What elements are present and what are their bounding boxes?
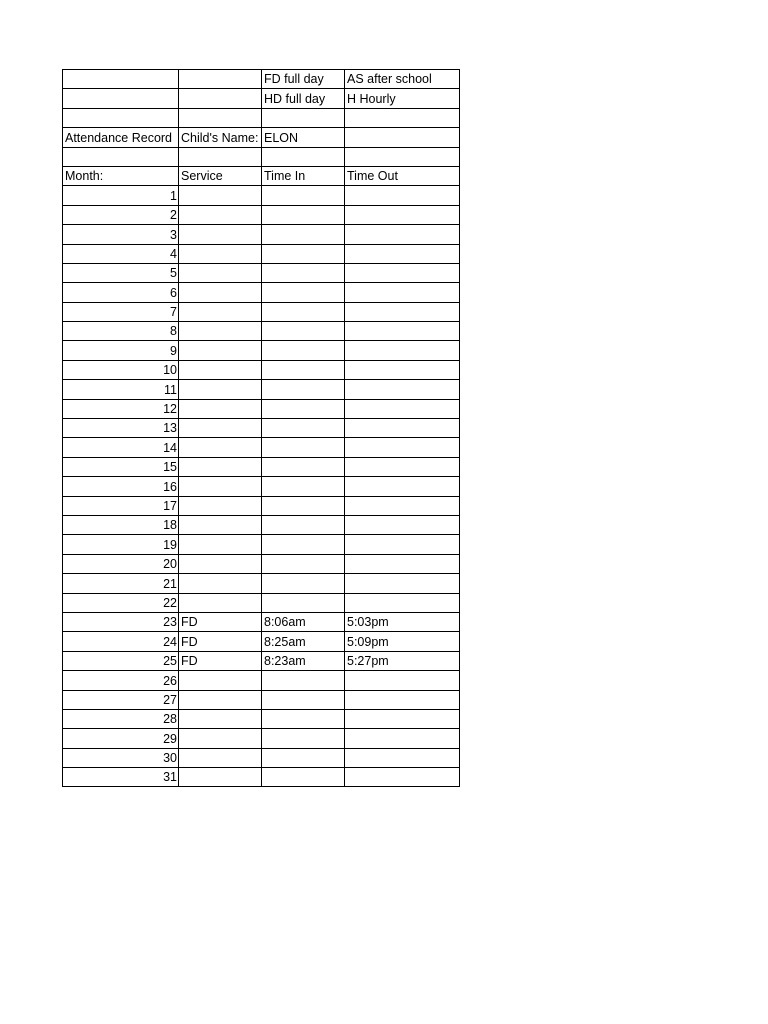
legend-fd[interactable]: FD full day xyxy=(262,70,345,89)
time-out-cell[interactable]: 5:27pm xyxy=(345,651,460,670)
time-out-cell[interactable] xyxy=(345,671,460,690)
day-number[interactable]: 15 xyxy=(63,457,179,476)
time-in-cell[interactable] xyxy=(262,574,345,593)
time-out-cell[interactable] xyxy=(345,263,460,282)
time-out-cell[interactable] xyxy=(345,244,460,263)
day-row xyxy=(63,225,460,244)
day-number[interactable]: 18 xyxy=(63,515,179,534)
cell-empty[interactable] xyxy=(179,108,262,127)
service-cell[interactable] xyxy=(179,709,262,728)
cell-empty[interactable] xyxy=(63,89,179,108)
time-in-cell[interactable] xyxy=(262,554,345,573)
day-number[interactable]: 22 xyxy=(63,593,179,612)
day-row xyxy=(63,612,460,631)
time-out-cell[interactable] xyxy=(345,283,460,302)
day-row xyxy=(63,341,460,360)
attendance-record-label[interactable]: Attendance Record xyxy=(63,128,179,147)
time-out-cell[interactable]: 5:03pm xyxy=(345,612,460,631)
day-number[interactable]: 19 xyxy=(63,535,179,554)
time-in-cell[interactable] xyxy=(262,186,345,205)
service-cell[interactable] xyxy=(179,399,262,418)
time-out-cell[interactable] xyxy=(345,574,460,593)
time-in-cell[interactable] xyxy=(262,244,345,263)
day-number[interactable]: 1 xyxy=(63,186,179,205)
service-cell[interactable] xyxy=(179,322,262,341)
day-row xyxy=(63,554,460,573)
legend-h[interactable]: H Hourly xyxy=(345,89,460,108)
time-out-cell[interactable] xyxy=(345,205,460,224)
day-row xyxy=(63,632,460,651)
day-row xyxy=(63,748,460,767)
time-out-cell[interactable] xyxy=(345,593,460,612)
service-cell[interactable] xyxy=(179,574,262,593)
legend-as[interactable]: AS after school xyxy=(345,70,460,89)
day-number[interactable]: 6 xyxy=(63,283,179,302)
time-in-cell[interactable] xyxy=(262,515,345,534)
time-out-cell[interactable] xyxy=(345,322,460,341)
sheet-body xyxy=(63,70,460,787)
cell-empty[interactable] xyxy=(345,128,460,147)
day-row xyxy=(63,457,460,476)
day-row xyxy=(63,438,460,457)
day-number[interactable]: 11 xyxy=(63,380,179,399)
time-in-cell[interactable] xyxy=(262,399,345,418)
attendance-sheet xyxy=(62,69,460,787)
day-number[interactable]: 5 xyxy=(63,263,179,282)
time-out-cell[interactable] xyxy=(345,690,460,709)
day-row xyxy=(63,263,460,282)
time-in-cell[interactable] xyxy=(262,438,345,457)
day-row xyxy=(63,690,460,709)
service-cell[interactable] xyxy=(179,768,262,787)
service-cell[interactable] xyxy=(179,380,262,399)
header-row xyxy=(63,128,460,147)
time-out-cell[interactable] xyxy=(345,477,460,496)
day-number[interactable]: 30 xyxy=(63,748,179,767)
day-row xyxy=(63,729,460,748)
day-number[interactable]: 16 xyxy=(63,477,179,496)
service-cell[interactable] xyxy=(179,748,262,767)
day-number[interactable]: 10 xyxy=(63,360,179,379)
service-cell[interactable] xyxy=(179,515,262,534)
service-cell[interactable] xyxy=(179,186,262,205)
time-in-cell[interactable] xyxy=(262,360,345,379)
cell-empty[interactable] xyxy=(179,70,262,89)
service-cell[interactable] xyxy=(179,302,262,321)
service-cell[interactable] xyxy=(179,729,262,748)
day-row xyxy=(63,477,460,496)
service-cell[interactable] xyxy=(179,419,262,438)
service-cell[interactable] xyxy=(179,244,262,263)
day-number[interactable]: 28 xyxy=(63,709,179,728)
service-cell[interactable] xyxy=(179,593,262,612)
day-number[interactable]: 31 xyxy=(63,768,179,787)
day-number[interactable]: 12 xyxy=(63,399,179,418)
legend-row-1 xyxy=(63,70,460,89)
day-row xyxy=(63,535,460,554)
time-out-cell[interactable] xyxy=(345,768,460,787)
time-in-cell[interactable] xyxy=(262,748,345,767)
day-number[interactable]: 9 xyxy=(63,341,179,360)
child-name-label[interactable]: Child's Name: xyxy=(179,128,262,147)
day-number[interactable]: 4 xyxy=(63,244,179,263)
time-out-cell[interactable] xyxy=(345,302,460,321)
time-out-cell[interactable] xyxy=(345,496,460,515)
time-in-cell[interactable]: 8:25am xyxy=(262,632,345,651)
time-in-cell[interactable] xyxy=(262,690,345,709)
time-in-header[interactable]: Time In xyxy=(262,166,345,185)
service-cell[interactable] xyxy=(179,341,262,360)
day-number[interactable]: 7 xyxy=(63,302,179,321)
service-cell[interactable] xyxy=(179,438,262,457)
time-in-cell[interactable] xyxy=(262,205,345,224)
day-number[interactable]: 8 xyxy=(63,322,179,341)
time-out-cell[interactable] xyxy=(345,225,460,244)
day-row xyxy=(63,671,460,690)
day-row xyxy=(63,360,460,379)
service-cell[interactable] xyxy=(179,283,262,302)
cell-empty[interactable] xyxy=(179,147,262,166)
day-row xyxy=(63,768,460,787)
day-number[interactable]: 20 xyxy=(63,554,179,573)
time-out-cell[interactable] xyxy=(345,748,460,767)
day-number[interactable]: 3 xyxy=(63,225,179,244)
time-out-cell[interactable] xyxy=(345,554,460,573)
time-out-cell[interactable] xyxy=(345,457,460,476)
cell-empty[interactable] xyxy=(63,108,179,127)
time-in-cell[interactable] xyxy=(262,341,345,360)
day-number[interactable]: 2 xyxy=(63,205,179,224)
time-in-cell[interactable] xyxy=(262,457,345,476)
day-row xyxy=(63,302,460,321)
service-cell[interactable]: FD xyxy=(179,612,262,631)
cell-empty[interactable] xyxy=(262,108,345,127)
time-in-cell[interactable] xyxy=(262,768,345,787)
service-cell[interactable] xyxy=(179,671,262,690)
day-number[interactable]: 27 xyxy=(63,690,179,709)
time-in-cell[interactable] xyxy=(262,225,345,244)
time-in-cell[interactable] xyxy=(262,496,345,515)
service-cell[interactable] xyxy=(179,535,262,554)
day-row xyxy=(63,515,460,534)
day-number[interactable]: 23 xyxy=(63,612,179,631)
day-row xyxy=(63,205,460,224)
day-row xyxy=(63,709,460,728)
day-number[interactable]: 24 xyxy=(63,632,179,651)
time-in-cell[interactable] xyxy=(262,380,345,399)
service-cell[interactable] xyxy=(179,477,262,496)
service-cell[interactable] xyxy=(179,360,262,379)
time-in-cell[interactable] xyxy=(262,263,345,282)
time-in-cell[interactable]: 8:23am xyxy=(262,651,345,670)
day-number[interactable]: 21 xyxy=(63,574,179,593)
time-out-cell[interactable] xyxy=(345,360,460,379)
time-out-header[interactable]: Time Out xyxy=(345,166,460,185)
day-number[interactable]: 26 xyxy=(63,671,179,690)
day-row xyxy=(63,380,460,399)
service-cell[interactable] xyxy=(179,263,262,282)
time-out-cell[interactable] xyxy=(345,515,460,534)
service-cell[interactable] xyxy=(179,205,262,224)
child-name-value[interactable]: ELON xyxy=(262,128,345,147)
time-in-cell[interactable] xyxy=(262,302,345,321)
time-in-cell[interactable] xyxy=(262,322,345,341)
time-out-cell[interactable]: 5:09pm xyxy=(345,632,460,651)
column-header-row xyxy=(63,166,460,185)
service-cell[interactable] xyxy=(179,496,262,515)
day-number[interactable]: 13 xyxy=(63,419,179,438)
cell-empty[interactable] xyxy=(345,147,460,166)
time-out-cell[interactable] xyxy=(345,419,460,438)
time-in-cell[interactable]: 8:06am xyxy=(262,612,345,631)
cell-empty[interactable] xyxy=(345,108,460,127)
time-out-cell[interactable] xyxy=(345,729,460,748)
day-number[interactable]: 25 xyxy=(63,651,179,670)
month-header[interactable]: Month: xyxy=(63,166,179,185)
spacer-row xyxy=(63,147,460,166)
time-in-cell[interactable] xyxy=(262,671,345,690)
service-cell[interactable] xyxy=(179,690,262,709)
day-row xyxy=(63,574,460,593)
cell-empty[interactable] xyxy=(63,147,179,166)
service-cell[interactable] xyxy=(179,554,262,573)
day-row xyxy=(63,186,460,205)
time-out-cell[interactable] xyxy=(345,399,460,418)
cell-empty[interactable] xyxy=(63,70,179,89)
spacer-row xyxy=(63,108,460,127)
time-out-cell[interactable] xyxy=(345,535,460,554)
time-in-cell[interactable] xyxy=(262,535,345,554)
day-row xyxy=(63,593,460,612)
time-out-cell[interactable] xyxy=(345,709,460,728)
time-out-cell[interactable] xyxy=(345,438,460,457)
time-in-cell[interactable] xyxy=(262,709,345,728)
legend-row-2 xyxy=(63,89,460,108)
day-row xyxy=(63,322,460,341)
day-row xyxy=(63,283,460,302)
cell-empty[interactable] xyxy=(262,147,345,166)
service-cell[interactable]: FD xyxy=(179,651,262,670)
service-header[interactable]: Service xyxy=(179,166,262,185)
legend-hd[interactable]: HD full day xyxy=(262,89,345,108)
time-out-cell[interactable] xyxy=(345,380,460,399)
day-row xyxy=(63,651,460,670)
time-out-cell[interactable] xyxy=(345,186,460,205)
service-cell[interactable] xyxy=(179,225,262,244)
time-in-cell[interactable] xyxy=(262,593,345,612)
day-row xyxy=(63,399,460,418)
time-in-cell[interactable] xyxy=(262,477,345,496)
day-number[interactable]: 14 xyxy=(63,438,179,457)
time-in-cell[interactable] xyxy=(262,419,345,438)
time-in-cell[interactable] xyxy=(262,283,345,302)
service-cell[interactable] xyxy=(179,457,262,476)
time-out-cell[interactable] xyxy=(345,341,460,360)
day-number[interactable]: 17 xyxy=(63,496,179,515)
service-cell[interactable]: FD xyxy=(179,632,262,651)
cell-empty[interactable] xyxy=(179,89,262,108)
day-row xyxy=(63,496,460,515)
day-row xyxy=(63,419,460,438)
time-in-cell[interactable] xyxy=(262,729,345,748)
day-number[interactable]: 29 xyxy=(63,729,179,748)
day-row xyxy=(63,244,460,263)
